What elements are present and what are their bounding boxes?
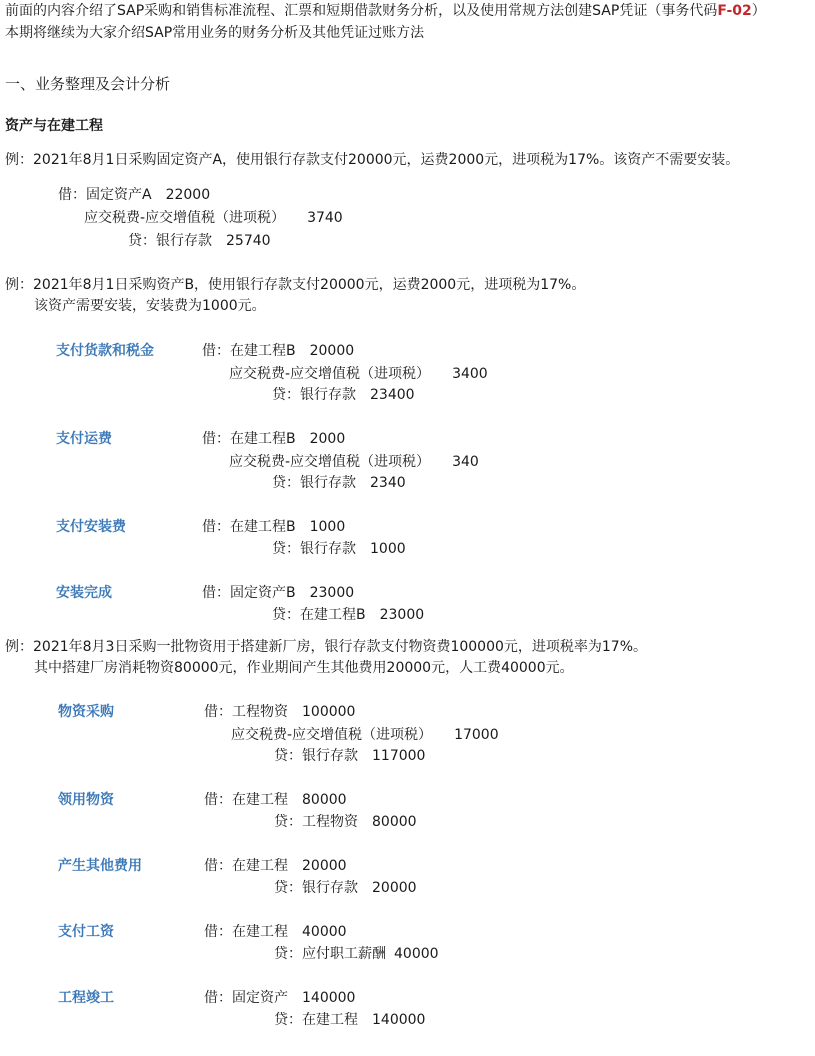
account-name: 贷：银行存款 xyxy=(272,387,356,403)
step-label: 安装完成 xyxy=(56,585,112,601)
amount: 80000 xyxy=(302,792,347,808)
debit-entry xyxy=(202,583,354,603)
account-name: 借：在建工程 xyxy=(204,792,288,808)
amount: 20000 xyxy=(309,343,355,359)
debit-entry xyxy=(202,517,345,537)
amount: 100000 xyxy=(302,704,356,720)
account-name: 借：在建工程B xyxy=(202,343,296,359)
account-name: 贷：银行存款 xyxy=(272,541,356,557)
account-name: 应交税费-应交增值税（进项税） xyxy=(231,727,433,743)
step-label: 支付安装费 xyxy=(56,519,126,535)
account-name: 贷：在建工程 xyxy=(274,1012,358,1028)
account-name: 贷：应付职工薪酬 xyxy=(274,946,386,962)
account-name: 贷：银行存款 xyxy=(274,880,358,896)
amount: 1000 xyxy=(370,541,406,557)
step-label: 领用物资 xyxy=(58,792,114,808)
credit-entry xyxy=(274,812,417,832)
account-name: 借：在建工程B xyxy=(202,431,296,447)
amount: 20000 xyxy=(372,880,417,896)
amount: 340 xyxy=(452,454,479,470)
tax-entry xyxy=(229,364,488,384)
example-3-text-2: 其中搭建厂房消耗物资80000元，作业期间产生其他费用20000元，人工费40000元。 xyxy=(34,660,574,676)
tax-entry xyxy=(231,725,499,745)
tax-entry xyxy=(229,452,479,472)
debit-entry xyxy=(204,702,355,722)
credit-entry xyxy=(272,539,406,559)
account-name: 贷：工程物资 xyxy=(274,814,358,830)
amount: 23000 xyxy=(379,607,425,623)
amount: 20000 xyxy=(302,858,347,874)
credit-entry xyxy=(274,944,439,964)
step-label: 产生其他费用 xyxy=(58,858,142,874)
step-label: 支付工资 xyxy=(58,924,114,940)
step-label: 物资采购 xyxy=(58,704,114,720)
account-name: 借：工程物资 xyxy=(204,704,288,720)
credit-entry xyxy=(274,878,417,898)
account-name: 借：固定资产 xyxy=(204,990,288,1006)
example-1-debit-1 xyxy=(58,185,210,205)
account-name: 贷：银行存款 xyxy=(272,475,356,491)
step-label: 工程竣工 xyxy=(58,990,114,1006)
account-name: 借：在建工程B xyxy=(202,519,296,535)
debit-entry xyxy=(204,856,347,876)
amount: 22000 xyxy=(165,187,211,203)
amount: 1000 xyxy=(309,519,346,535)
amount: 17000 xyxy=(454,727,499,743)
credit-entry xyxy=(274,746,425,766)
subsection-title: 资产与在建工程 xyxy=(5,118,103,134)
amount: 40000 xyxy=(302,924,347,940)
step-label: 支付运费 xyxy=(56,431,112,447)
account-name: 借：在建工程 xyxy=(204,924,288,940)
account-name: 应交税费-应交增值税（进项税） xyxy=(229,366,431,382)
amount: 140000 xyxy=(372,1012,426,1028)
intro-line-2: 本期将继续为大家介绍SAP常用业务的财务分析及其他凭证过账方法 xyxy=(5,25,425,41)
credit-entry xyxy=(274,1010,425,1030)
intro-line-1-close: ） xyxy=(751,3,766,19)
example-1-text: 例：2021年8月1日采购固定资产A，使用银行存款支付20000元，运费2000元，进项税为17%。该资产不需要安装。 xyxy=(5,152,740,168)
account-name: 应交税费-应交增值税（进项税） xyxy=(84,210,286,226)
debit-entry xyxy=(204,790,347,810)
debit-entry xyxy=(204,988,355,1008)
amount: 3400 xyxy=(452,366,488,382)
amount: 40000 xyxy=(394,946,439,962)
amount: 2000 xyxy=(309,431,346,447)
example-1-debit-2 xyxy=(84,208,343,228)
example-2-text-2: 该资产需要安装，安装费为1000元。 xyxy=(34,298,266,314)
amount: 80000 xyxy=(372,814,417,830)
example-3-text-1: 例：2021年8月3日采购一批物资用于搭建新厂房，银行存款支付物资费100000元，进项税率为17%。 xyxy=(5,639,648,655)
step-label: 支付货款和税金 xyxy=(56,343,154,359)
example-1-credit xyxy=(128,231,271,251)
debit-entry xyxy=(204,922,347,942)
account-name: 借：在建工程 xyxy=(204,858,288,874)
debit-entry xyxy=(202,341,354,361)
amount: 2340 xyxy=(370,475,406,491)
account-name: 贷：在建工程B xyxy=(272,607,366,623)
intro-line-1-text: 前面的内容介绍了SAP采购和销售标准流程、汇票和短期借款财务分析，以及使用常规方法创建SAP凭证（事务代码 xyxy=(5,3,718,19)
amount: 140000 xyxy=(302,990,356,1006)
intro-line-1 xyxy=(5,1,766,21)
account-name: 贷：银行存款 xyxy=(274,748,358,764)
amount: 23400 xyxy=(370,387,415,403)
account-name: 应交税费-应交增值税（进项税） xyxy=(229,454,431,470)
amount: 3740 xyxy=(307,210,343,226)
debit-entry xyxy=(202,429,345,449)
credit-entry xyxy=(272,605,424,625)
credit-entry xyxy=(272,473,406,493)
amount: 25740 xyxy=(226,233,271,249)
account-name: 借：固定资产B xyxy=(202,585,296,601)
section-title: 一、业务整理及会计分析 xyxy=(5,75,171,93)
amount: 23000 xyxy=(309,585,355,601)
transaction-code: F-02 xyxy=(717,3,752,19)
example-2-text-1: 例：2021年8月1日采购资产B，使用银行存款支付20000元，运费2000元，进项税为17%。 xyxy=(5,277,586,293)
credit-entry xyxy=(272,385,415,405)
amount: 117000 xyxy=(372,748,426,764)
account-name: 借：固定资产A xyxy=(58,187,152,203)
account-name: 贷：银行存款 xyxy=(128,233,212,249)
